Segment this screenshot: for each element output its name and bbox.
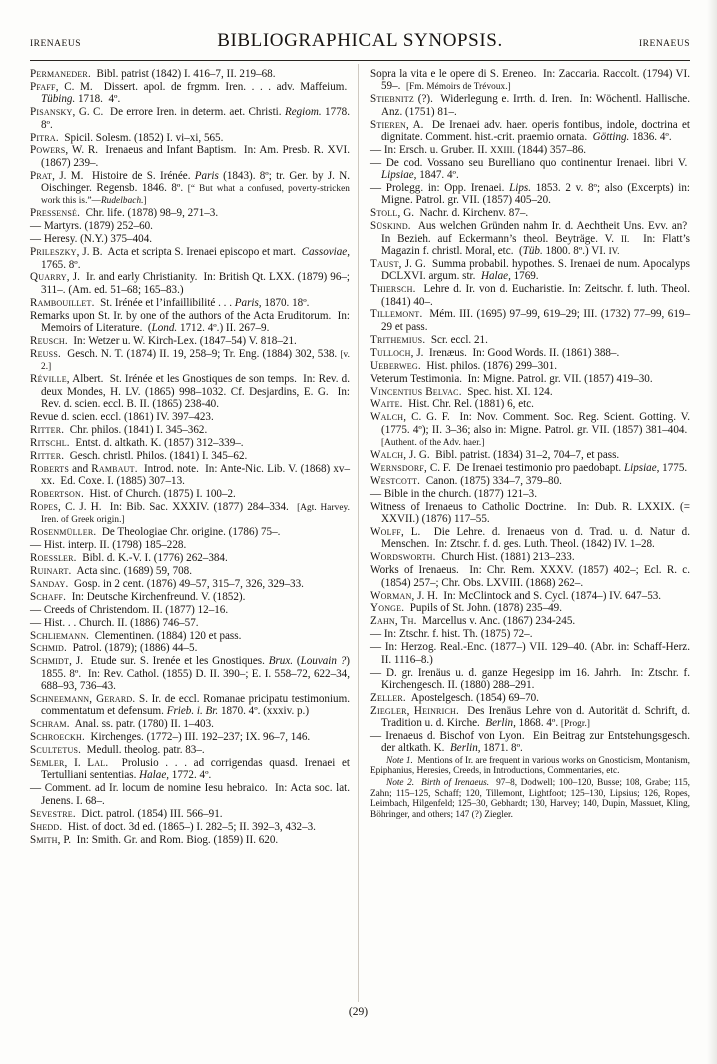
bibliography-entry: Vincentius Belvac. Spec. hist. XI. 124. xyxy=(370,385,553,398)
bibliography-entry: Ritschl. Entst. d. altkath. K. (1857) 312–339–. xyxy=(30,436,244,449)
bibliography-entry: Rosenmüller. De Theologiae Chr. origine. (1786) 75–. xyxy=(30,526,281,539)
bibliography-entry: Schneemann, Gerard. S. Ir. de eccl. Romanae pricipatu testimonium. commentatum et defensum. Frieb. i. Br. 1870. 4º. (xxxiv. p.) xyxy=(30,693,350,718)
bibliography-entry: Roberts and Rambaut. Introd. note. In: Ante-Nic. Lib. V. (1868) xv–xx. Ed. Coxe. I. (1885) 307–13. xyxy=(30,462,350,487)
bibliography-entry: Ritter. Gesch. christl. Philos. (1841) I. 345–62. xyxy=(30,449,248,462)
bibliography-entry: Tulloch, J. Irenæus. In: Good Words. II. (1861) 388–. xyxy=(370,346,620,359)
bibliography-entry: — Heresy. (N.Y.) 375–404. xyxy=(30,233,153,246)
bibliography-entry: Walch, J. G. Bibl. patrist. (1834) 31–2, 704–7, et pass. xyxy=(370,449,620,461)
bibliography-entry: — Comment. ad Ir. locum de nomine Iesu hebraico. In: Acta soc. lat. Jenens. I. 68–. xyxy=(30,782,350,807)
bibliography-note: Note 2. Birth of Irenaeus. 97–8, Dodwell; 100–120, Busse; 108, Grabe; 115, Zahn; 115–125, Schaff; 120, Tillemont, Lightfoot; 125–130, Lipsius; 126, Ropes, Leimbach, Hilgenfeld; 125–30, Gebhardt; 130, Harvey; 140, Dupin, Massuet, Kling, Böhringer, and others; 147 (?) Ziegler. xyxy=(370,777,690,820)
bibliography-entry: Schmidt, J. Etude sur. S. Irenée et les Gnostiques. Brux. (Louvain ?) 1855. 8º. In: Rev. Cathol. (1855) D. II. 390–; E. I. 558–72, 622–34, 688–93, 736–43. xyxy=(30,655,350,693)
bibliography-entry: — D. gr. Irenäus u. d. ganze Hegesipp im 16. Jahrh. In: Ztschr. f. Kirchengesch. II. (1880) 288–291. xyxy=(370,666,690,691)
bibliography-entry: Pisansky, G. C. De errore Iren. in determ. aet. Christi. Regiom. 1778. 8º. xyxy=(30,106,350,131)
two-column-body xyxy=(30,68,690,998)
bibliography-entry: Remarks upon St. Ir. by one of the authors of the Acta Eruditorum. In: Memoirs of Literature. (Lond. 1712. 4º.) II. 267–9. xyxy=(30,309,350,334)
bibliography-entry: Ziegler, Heinrich. Des Irenäus Lehre von d. Autorität d. Schrift, d. Tradition u. d. Kirche. Berlin, 1868. 4º. [Progr.] xyxy=(370,704,690,730)
bibliography-entry: Taust, J. G. Summa probabil. hypothes. S. Irenaei de num. Apocalyps DCLXVI. argum. str. Halae, 1769. xyxy=(370,257,690,283)
bibliography-entry: Yonge. Pupils of St. John. (1878) 235–49. xyxy=(370,602,563,615)
bibliography-entry: — Bible in the church. (1877) 121–3. xyxy=(370,487,537,500)
bibliography-entry: Wordsworth. Church Hist. (1881) 213–233. xyxy=(370,551,575,564)
bibliography-entry: — Creeds of Christendom. II. (1877) 12–16. xyxy=(30,603,229,616)
page-folio: (29) xyxy=(348,1006,369,1018)
bibliography-entry: Ruinart. Acta sinc. (1689) 59, 708. xyxy=(30,564,192,577)
running-head-right: IRENAEUS xyxy=(639,39,690,49)
bibliography-entry: Trithemius. Scr. eccl. 21. xyxy=(370,333,488,346)
bibliography-entry: Schroeckh. Kirchenges. (1772–) III. 192–237; IX. 96–7, 146. xyxy=(30,731,311,744)
bibliography-entry: Worman, J. H. In: McClintock and S. Cycl. (1874–) IV. 647–53. xyxy=(370,589,662,602)
bibliography-column-left xyxy=(30,68,359,998)
bibliography-note: Note 1. Mentions of Ir. are frequent in various works on Gnosticism, Montanism, Epiphanius, Heresies, Creeds, in Introductions, Commentaries, etc. xyxy=(370,755,691,777)
bibliography-entry: Roessler. Bibl. d. K.-V. I. (1776) 262–384. xyxy=(30,551,228,564)
bibliography-entry: Schram. Anal. ss. patr. (1780) II. 1–403. xyxy=(30,718,214,731)
bibliography-entry: Rambouillet. St. Irénée et l’infaillibilité . . . Paris, 1870. 18º. xyxy=(30,296,310,309)
bibliography-entry: Tillemont. Mém. III. (1695) 97–99, 619–29; III. (1732) 77–99, 619–29 et pass. xyxy=(370,308,690,333)
bibliography-entry: Sanday. Gosp. in 2 cent. (1876) 49–57, 315–7, 326, 329–33. xyxy=(30,577,304,590)
bibliography-entry: Schliemann. Clementinen. (1884) 120 et pass. xyxy=(30,629,242,642)
bibliography-entry: — In: Ztschr. f. hist. Th. (1875) 72–. xyxy=(370,628,533,641)
bibliography-entry: Réville, Albert. St. Irénée et les Gnostiques de son temps. In: Rev. d. deux Mondes, H. LV. (1865) 998–1032. Cf. Desjardins, E. G. In: Rev. d. scien. eccl. B. II. (1865) 238-40. xyxy=(30,373,350,410)
bibliography-entry: Schaff. In: Deutsche Kirchenfreund. V. (1852). xyxy=(30,590,246,603)
bibliography-entry: Sopra la vita e le opere di S. Ereneo. In: Zaccaria. Raccolt. (1794) VI. 59–. [Fm. Mémoirs de Trévoux.] xyxy=(370,68,690,93)
bibliography-entry: Stiebnitz (?). Widerlegung e. Irrth. d. Iren. In: Wöchentl. Hallische. Anz. (1751) 81–. xyxy=(370,93,690,118)
bibliography-entry: Ropes, C. J. H. In: Bib. Sac. XXXIV. (1877) 284–334. [Agt. Harvey. Iren. of Greek origin.] xyxy=(30,500,350,525)
bibliography-entry: Stoll, G. Nachr. d. Kirchenv. 87–. xyxy=(370,207,529,220)
scan-edge-shadow xyxy=(707,0,717,1064)
bibliography-entry: Veterum Testimonia. In: Migne. Patrol. gr. VII. (1857) 419–30. xyxy=(370,372,653,385)
bibliography-entry: — In: Ersch. u. Gruber. II. XXIII. (1844) 357–86. xyxy=(370,143,587,156)
bibliography-entry: Schmid. Patrol. (1879); (1886) 44–5. xyxy=(30,642,198,655)
bibliography-entry: Sevestre. Dict. patrol. (1854) III. 566–91. xyxy=(30,807,223,820)
bibliography-entry: Zeller. Apostelgesch. (1854) 69–70. xyxy=(370,691,539,704)
bibliography-entry: Pfaff, C. M. Dissert. apol. de frgmm. Iren. . . . adv. Maffeium. Tübing. 1718. 4º. xyxy=(30,80,350,106)
bibliography-entry: — Prolegg. in: Opp. Irenaei. Lips. 1853. 2 v. 8º; also (Excerpts) in: Migne. Patrol. gr. VII. (1857) 405–20. xyxy=(370,182,690,207)
bibliography-entry: Zahn, Th. Marcellus v. Anc. (1867) 234-245. xyxy=(370,615,576,628)
bibliography-entry: Stieren, A. De Irenaei adv. haer. operis fontibus, indole, doctrina et dignitate. Comment. hist.-crit. praemio ornata. Götting. 1836. 4º. xyxy=(370,118,690,143)
bibliography-entry: Prileszky, J. B. Acta et scripta S. Irenaei episcopo et mart. Cassoviae, 1765. 8º. xyxy=(30,246,350,271)
bibliography-entry: Works of Irenaeus. In: Chr. Rem. XXXV. (1857) 402–; Ecl. R. c. (1854) 257–; Chr. Obs. LXVIII. (1868) 262–. xyxy=(370,564,690,589)
bibliography-entry: Robertson. Hist. of Church. (1875) I. 100–2. xyxy=(30,487,236,500)
bibliography-entry: Semler, I. Lal. Prolusio . . . ad corrigendas quasd. Irenaei et Tertulliani sententias. Halae, 1772. 4º. xyxy=(30,757,351,782)
bibliography-entry: Süskind. Aus welchen Gründen nahm Ir. d. Aechtheit Uns. Evv. an? In Bezieh. auf Eckermann’s theol. Beyträge. V. II. In: Flatt’s Magazin f. christl. Moral, etc. (Tüb. 1800. 8º.) VI. IV. xyxy=(370,220,690,257)
running-head-left: IRENAEUS xyxy=(30,39,81,49)
bibliography-entry: — Hist. . . Church. II. (1886) 746–57. xyxy=(30,616,199,629)
bibliography-entry: Powers, W. R. Irenaeus and Infant Baptism. In: Am. Presb. R. XVI. (1867) 239–. xyxy=(30,144,350,169)
bibliography-entry: Waite. Hist. Chr. Rel. (1881) 6, etc. xyxy=(370,398,534,411)
bibliography-entry: Westcott. Canon. (1875) 334–7, 379–80. xyxy=(370,474,562,487)
bibliography-entry: Reusch. In: Wetzer u. W. Kirch-Lex. (1847–54) V. 818–21. xyxy=(30,334,297,347)
bibliography-entry: Scultetus. Medull. theolog. patr. 83–. xyxy=(30,744,205,757)
bibliography-entry: — In: Herzog. Real.-Enc. (1877–) VII. 129–40. (Abr. in: Schaff-Herz. II. 1116–8.) xyxy=(370,641,690,666)
bibliography-entry: Pitra. Spicil. Solesm. (1852) I. vi–xi, 565. xyxy=(30,131,224,144)
bibliography-column-right xyxy=(359,68,690,998)
bibliography-entry: — De cod. Vossano seu Burelliano quo continentur Irenaei. libri V. Lipsiae, 1847. 4º. xyxy=(370,156,690,182)
bibliography-entry: Revue d. scien. eccl. (1861) IV. 397–423. xyxy=(30,410,214,423)
bibliography-entry: Prat, J. M. Histoire de S. Irénée. Paris (1843). 8º; tr. Ger. by J. N. Oischinger. Regensb. 1846. 8º. [“ But what a confused, poverty-stricken work this is.”—Rudelbach.] xyxy=(30,169,350,206)
bibliography-entry: Walch, C. G. F. In: Nov. Comment. Soc. Reg. Scient. Gotting. V. (1775. 4º); II. 3–36; also in: Migne. Patrol. gr. VII. (1857) 381–404. [Authent. of the Adv. haer.] xyxy=(370,411,690,448)
bibliography-entry: Witness of Irenaeus to Catholic Doctrine. In: Dub. R. LXXIX. (= XXVII.) (1876) 117–55. xyxy=(370,500,690,526)
bibliography-entry: — Irenaeus d. Bischof von Lyon. Ein Beitrag zur Entstehungsgesch. der altkath. K. Berlin, 1871. 8º. xyxy=(370,730,690,755)
bibliography-entry: Pressensé. Chr. life. (1878) 98–9, 271–3. xyxy=(30,207,219,220)
bibliography-entry: — Martyrs. (1879) 252–60. xyxy=(30,220,153,233)
running-head xyxy=(30,30,690,56)
bibliography-entry: Wolff, L. Die Lehre. d. Irenaeus von d. Trad. u. d. Natur d. Menschen. In: Ztschr. f. d. ges. Luth. Theol. (1842) IV. 1–28. xyxy=(370,526,690,551)
bibliography-entry: Thiersch. Lehre d. Ir. von d. Eucharistie. In: Zeitschr. f. luth. Theol. (1841) 40–. xyxy=(370,283,690,308)
bibliography-entry: Wernsdorf, C. F. De Irenaei testimonio pro paedobapt. Lipsiae, 1775. xyxy=(370,461,688,474)
header-rule xyxy=(30,60,690,61)
page-title: BIBLIOGRAPHICAL SYNOPSIS. xyxy=(217,30,503,51)
bibliography-entry: Quarry, J. Ir. and early Christianity. In: British Qt. LXX. (1879) 96–; 311–. (Am. ed. 51–68; 165–83.) xyxy=(30,271,350,296)
bibliography-entry: Reuss. Gesch. N. T. (1874) II. 19, 258–9; Tr. Eng. (1884) 302, 538. [v. 2.] xyxy=(30,347,350,372)
bibliography-entry: Permaneder. Bibl. patrist (1842) I. 416–7, II. 219–68. xyxy=(30,68,276,80)
bibliography-entry: Shedd. Hist. of doct. 3d ed. (1865–) I. 282–5; II. 392–3, 432–3. xyxy=(30,820,316,833)
bibliography-entry: Ritter. Chr. philos. (1841) I. 345–362. xyxy=(30,423,208,436)
bibliography-entry: Ueberweg. Hist. philos. (1876) 299–301. xyxy=(370,359,558,372)
bibliography-entry: — Hist. interp. II. (1798) 185–228. xyxy=(30,538,187,551)
bibliography-entry: Smith, P. In: Smith. Gr. and Rom. Biog. (1859) II. 620. xyxy=(30,833,279,846)
